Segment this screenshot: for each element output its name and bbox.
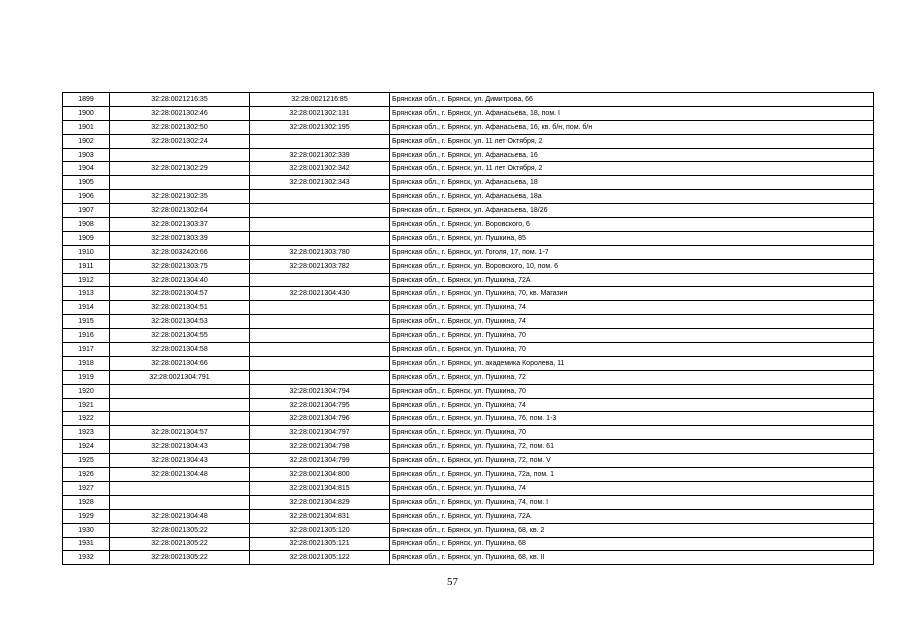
- table-row: [63, 134, 874, 148]
- table-row: [63, 343, 874, 357]
- address-cell: Брянская обл., г. Брянск, ул. Пушкина, 70: [390, 384, 874, 398]
- table-row: [63, 93, 874, 107]
- cadastral-number-cell: 32:28:0021304:829: [250, 495, 390, 509]
- address-cell: Брянская обл., г. Брянск, ул. Димитрова, 66: [390, 93, 874, 107]
- table-row: [63, 190, 874, 204]
- table-row: [63, 523, 874, 537]
- cadastral-number-cell: 32:28:0021305:22: [110, 551, 250, 565]
- cadastral-number-cell: 32:28:0021305:122: [250, 551, 390, 565]
- address-cell: Брянская обл., г. Брянск, ул. Пушкина, 70: [390, 329, 874, 343]
- cadastral-number-cell: 32:28:0021302:46: [110, 106, 250, 120]
- cadastral-number-cell: [250, 329, 390, 343]
- address-cell: Брянская обл., г. Брянск, ул. Пушкина, 68: [390, 537, 874, 551]
- cadastral-number-cell: 32:28:0021304:796: [250, 412, 390, 426]
- page-number: 57: [447, 576, 458, 588]
- cadastral-number-cell: 32:28:0021303:37: [110, 218, 250, 232]
- address-cell: Брянская обл., г. Брянск, ул. Пушкина, 68, кв. II: [390, 551, 874, 565]
- cadastral-number-cell: 32:28:0021302:35: [110, 190, 250, 204]
- cadastral-number-cell: 32:28:0021304:795: [250, 398, 390, 412]
- table-row: [63, 370, 874, 384]
- address-cell: Брянская обл., г. Брянск, ул. Афанасьева, 16, кв. б/н, пом. б/н: [390, 120, 874, 134]
- cadastral-number-cell: 32:28:0021304:815: [250, 481, 390, 495]
- table-row: [63, 329, 874, 343]
- row-number-cell: 1929: [63, 509, 110, 523]
- register-table-body: [63, 93, 874, 565]
- table-row: [63, 315, 874, 329]
- row-number-cell: 1926: [63, 468, 110, 482]
- address-cell: Брянская обл., г. Брянск, ул. Пушкина, 70: [390, 426, 874, 440]
- cadastral-number-cell: [250, 315, 390, 329]
- row-number-cell: 1922: [63, 412, 110, 426]
- row-number-cell: 1901: [63, 120, 110, 134]
- cadastral-number-cell: [110, 384, 250, 398]
- row-number-cell: 1908: [63, 218, 110, 232]
- table-row: [63, 454, 874, 468]
- address-cell: Брянская обл., г. Брянск, ул. Воровского, 6: [390, 218, 874, 232]
- cadastral-number-cell: 32:28:0021216:85: [250, 93, 390, 107]
- address-cell: Брянская обл., г. Брянск, ул. Афанасьева, 18/26: [390, 204, 874, 218]
- address-cell: Брянская обл., г. Брянск, ул. Гоголя, 17, пом. 1-7: [390, 245, 874, 259]
- table-row: [63, 259, 874, 273]
- row-number-cell: 1917: [63, 343, 110, 357]
- cadastral-number-cell: 32:28:0021305:120: [250, 523, 390, 537]
- row-number-cell: 1904: [63, 162, 110, 176]
- cadastral-number-cell: 32:28:0021304:51: [110, 301, 250, 315]
- table-row: [63, 398, 874, 412]
- row-number-cell: 1902: [63, 134, 110, 148]
- cadastral-number-cell: 32:28:0021303:39: [110, 231, 250, 245]
- table-row: [63, 287, 874, 301]
- cadastral-number-cell: 32:28:0021304:57: [110, 426, 250, 440]
- address-cell: Брянская обл., г. Брянск, ул. Пушкина, 72А: [390, 273, 874, 287]
- address-cell: Брянская обл., г. Брянск, ул. Пушкина, 74, пом. I: [390, 495, 874, 509]
- cadastral-number-cell: 32:28:0021216:35: [110, 93, 250, 107]
- row-number-cell: 1907: [63, 204, 110, 218]
- row-number-cell: 1932: [63, 551, 110, 565]
- cadastral-number-cell: 32:28:0021304:66: [110, 356, 250, 370]
- cadastral-number-cell: 32:28:0021304:48: [110, 468, 250, 482]
- table-row: [63, 148, 874, 162]
- cadastral-number-cell: 32:28:0021304:40: [110, 273, 250, 287]
- row-number-cell: 1914: [63, 301, 110, 315]
- cadastral-number-cell: [250, 218, 390, 232]
- cadastral-number-cell: 32:28:0021304:799: [250, 454, 390, 468]
- table-row: [63, 440, 874, 454]
- row-number-cell: 1911: [63, 259, 110, 273]
- cadastral-number-cell: 32:28:0021303:75: [110, 259, 250, 273]
- cadastral-number-cell: 32:28:0021302:339: [250, 148, 390, 162]
- row-number-cell: 1916: [63, 329, 110, 343]
- cadastral-number-cell: 32:28:0021304:798: [250, 440, 390, 454]
- address-cell: Брянская обл., г. Брянск, ул. Пушкина, 72А: [390, 509, 874, 523]
- row-number-cell: 1925: [63, 454, 110, 468]
- row-number-cell: 1920: [63, 384, 110, 398]
- table-row: [63, 356, 874, 370]
- table-row: [63, 495, 874, 509]
- cadastral-number-cell: 32:28:0021304:430: [250, 287, 390, 301]
- table-row: [63, 384, 874, 398]
- cadastral-number-cell: 32:28:0021304:55: [110, 329, 250, 343]
- cadastral-number-cell: [250, 301, 390, 315]
- cadastral-number-cell: [110, 148, 250, 162]
- address-cell: Брянская обл., г. Брянск, ул. Пушкина, 68, кв. 2: [390, 523, 874, 537]
- row-number-cell: 1923: [63, 426, 110, 440]
- table-row: [63, 176, 874, 190]
- row-number-cell: 1899: [63, 93, 110, 107]
- address-cell: Брянская обл., г. Брянск, ул. Пушкина, 72, пом. 61: [390, 440, 874, 454]
- cadastral-number-cell: 32:28:0021302:195: [250, 120, 390, 134]
- table-row: [63, 537, 874, 551]
- cadastral-number-cell: [110, 412, 250, 426]
- table-row: [63, 204, 874, 218]
- address-cell: Брянская обл., г. Брянск, ул. Пушкина, 74: [390, 481, 874, 495]
- cadastral-number-cell: 32:28:0021304:43: [110, 454, 250, 468]
- cadastral-number-cell: 32:28:0021302:50: [110, 120, 250, 134]
- cadastral-number-cell: [250, 343, 390, 357]
- cadastral-number-cell: 32:28:0021302:29: [110, 162, 250, 176]
- address-cell: Брянская обл., г. Брянск, ул. Воровского, 10, пом. 6: [390, 259, 874, 273]
- address-cell: Брянская обл., г. Брянск, ул. Пушкина, 85: [390, 231, 874, 245]
- table-row: [63, 273, 874, 287]
- address-cell: Брянская обл., г. Брянск, ул. Пушкина, 72: [390, 370, 874, 384]
- cadastral-number-cell: 32:28:0021304:791: [110, 370, 250, 384]
- cadastral-number-cell: 32:28:0021302:64: [110, 204, 250, 218]
- row-number-cell: 1919: [63, 370, 110, 384]
- address-cell: Брянская обл., г. Брянск, ул. Пушкина, 74: [390, 301, 874, 315]
- cadastral-number-cell: [250, 356, 390, 370]
- cadastral-number-cell: [250, 204, 390, 218]
- row-number-cell: 1905: [63, 176, 110, 190]
- cadastral-number-cell: 32:28:0021305:22: [110, 523, 250, 537]
- cadastral-number-cell: 32:28:0021304:43: [110, 440, 250, 454]
- cadastral-number-cell: [110, 398, 250, 412]
- cadastral-number-cell: [250, 273, 390, 287]
- row-number-cell: 1927: [63, 481, 110, 495]
- address-cell: Брянская обл., г. Брянск, ул. Пушкина, 74: [390, 398, 874, 412]
- table-row: [63, 218, 874, 232]
- table-row: [63, 551, 874, 565]
- cadastral-number-cell: 32:28:0021302:131: [250, 106, 390, 120]
- row-number-cell: 1918: [63, 356, 110, 370]
- address-cell: Брянская обл., г. Брянск, ул. Пушкина, 72, пом. V: [390, 454, 874, 468]
- cadastral-number-cell: 32:28:0021302:24: [110, 134, 250, 148]
- cadastral-number-cell: [250, 370, 390, 384]
- address-cell: Брянская обл., г. Брянск, ул. Пушкина, 74: [390, 315, 874, 329]
- address-cell: Брянская обл., г. Брянск, ул. 11 лет Октября, 2: [390, 162, 874, 176]
- row-number-cell: 1903: [63, 148, 110, 162]
- address-cell: Брянская обл., г. Брянск, ул. Пушкина, 76, пом. 1-3: [390, 412, 874, 426]
- cadastral-number-cell: [250, 134, 390, 148]
- row-number-cell: 1930: [63, 523, 110, 537]
- cadastral-number-cell: 32:28:0021304:57: [110, 287, 250, 301]
- row-number-cell: 1928: [63, 495, 110, 509]
- table-row: [63, 301, 874, 315]
- address-cell: Брянская обл., г. Брянск, ул. 11 лет Октября, 2: [390, 134, 874, 148]
- table-row: [63, 481, 874, 495]
- row-number-cell: 1915: [63, 315, 110, 329]
- row-number-cell: 1909: [63, 231, 110, 245]
- address-cell: Брянская обл., г. Брянск, ул. Пушкина, 70: [390, 343, 874, 357]
- cadastral-number-cell: 32:28:0021304:800: [250, 468, 390, 482]
- cadastral-number-cell: 32:28:0021305:22: [110, 537, 250, 551]
- cadastral-number-cell: [250, 231, 390, 245]
- row-number-cell: 1906: [63, 190, 110, 204]
- table-row: [63, 231, 874, 245]
- table-row: [63, 468, 874, 482]
- cadastral-number-cell: 32:28:0021302:342: [250, 162, 390, 176]
- row-number-cell: 1913: [63, 287, 110, 301]
- table-row: [63, 426, 874, 440]
- row-number-cell: 1924: [63, 440, 110, 454]
- table-row: [63, 245, 874, 259]
- cadastral-number-cell: 32:28:0021305:121: [250, 537, 390, 551]
- row-number-cell: 1912: [63, 273, 110, 287]
- cadastral-number-cell: 32:28:0021302:343: [250, 176, 390, 190]
- row-number-cell: 1931: [63, 537, 110, 551]
- cadastral-number-cell: 32:28:0021304:58: [110, 343, 250, 357]
- table-row: [63, 162, 874, 176]
- cadastral-number-cell: 32:28:0021303:780: [250, 245, 390, 259]
- table-row: [63, 120, 874, 134]
- property-register-table: [62, 92, 874, 565]
- cadastral-number-cell: 32:28:0021304:48: [110, 509, 250, 523]
- cadastral-number-cell: [110, 176, 250, 190]
- address-cell: Брянская обл., г. Брянск, ул. Пушкина, 72а, пом. 1: [390, 468, 874, 482]
- address-cell: Брянская обл., г. Брянск, ул. Афанасьева, 18а: [390, 190, 874, 204]
- address-cell: Брянская обл., г. Брянск, ул. Пушкина, 70, кв. Магазин: [390, 287, 874, 301]
- cadastral-number-cell: 32:28:0021304:53: [110, 315, 250, 329]
- cadastral-number-cell: 32:28:0021304:794: [250, 384, 390, 398]
- cadastral-number-cell: 32:28:0032420:66: [110, 245, 250, 259]
- cadastral-number-cell: [110, 481, 250, 495]
- cadastral-number-cell: 32:28:0021303:782: [250, 259, 390, 273]
- cadastral-number-cell: 32:28:0021304:797: [250, 426, 390, 440]
- address-cell: Брянская обл., г. Брянск, ул. Афанасьева, 16: [390, 148, 874, 162]
- cadastral-number-cell: [110, 495, 250, 509]
- cadastral-number-cell: 32:28:0021304:831: [250, 509, 390, 523]
- address-cell: Брянская обл., г. Брянск, ул. академика Королева, 11: [390, 356, 874, 370]
- table-row: [63, 106, 874, 120]
- cadastral-number-cell: [250, 190, 390, 204]
- row-number-cell: 1910: [63, 245, 110, 259]
- table-row: [63, 412, 874, 426]
- row-number-cell: 1921: [63, 398, 110, 412]
- table-row: [63, 509, 874, 523]
- address-cell: Брянская обл., г. Брянск, ул. Афанасьева, 18: [390, 176, 874, 190]
- row-number-cell: 1900: [63, 106, 110, 120]
- address-cell: Брянская обл., г. Брянск, ул. Афанасьева, 18, пом. I: [390, 106, 874, 120]
